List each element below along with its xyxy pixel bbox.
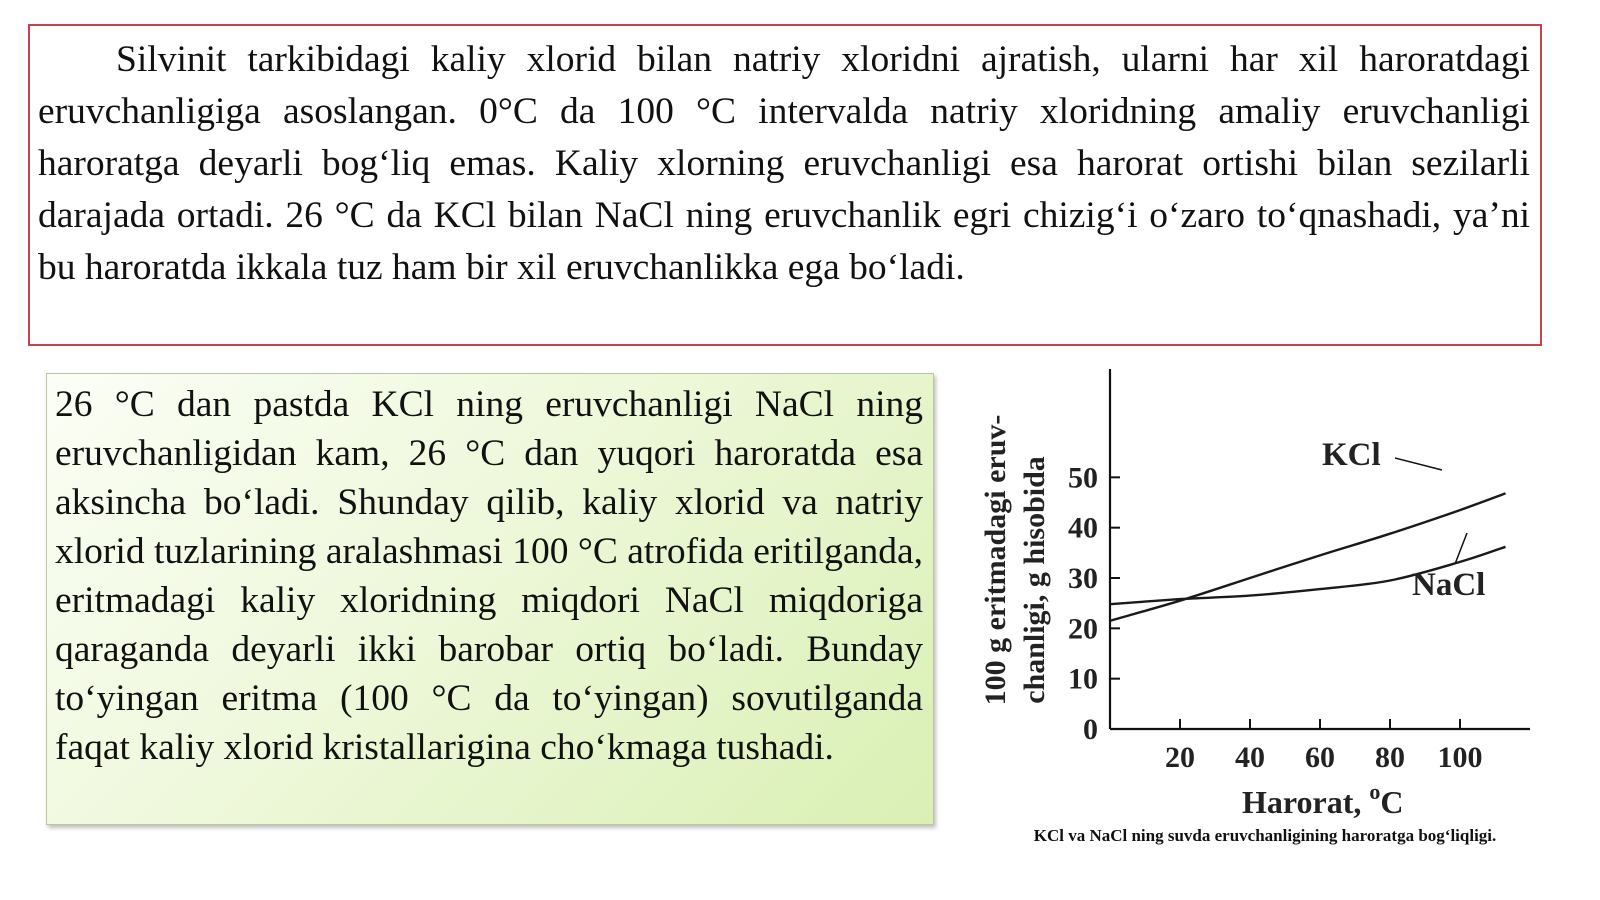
solubility-chart	[960, 355, 1600, 900]
chart-labels	[979, 415, 1485, 820]
chart-ticks	[1068, 461, 1486, 774]
x-tick-label-100: 100	[1437, 741, 1483, 774]
x-tick-label-20: 20	[1165, 741, 1195, 774]
leader-line-kcl	[1395, 458, 1442, 470]
y-tick-label-50: 50	[1068, 461, 1098, 495]
x-tick-label-60: 60	[1305, 741, 1335, 774]
top-text-box	[28, 24, 1542, 346]
chart-caption: KCl va NaCl ning suvda eruvchanligining haroratga bog‘liqligi.	[1033, 826, 1497, 845]
y-tick-label-0: 0	[1083, 713, 1098, 746]
x-axis-label-text: Harorat,	[1242, 784, 1370, 820]
y-axis-label-line2: chanligi, g hisobida	[1018, 456, 1051, 704]
green-paragraph: 26 °C dan pastda KCl ning eruvchanligi NaCl ning eruvchanligidan kam, 26 °C dan yuqori haroratda esa aksincha bo‘ladi. Shunday qilib, kaliy xlorid va natriy xlorid tuzlarining aralashmasi 100 °C atrofida eritilganda, eritmadagi kaliy xloridning miqdori NaCl miqdoriga qaraganda deyarli ikki barobar ortiq bo‘ladi. Bunday to‘yingan eritma (100 °C da to‘yingan) sovutilganda faqat kaliy xlorid kristallarigina cho‘kmaga tushadi.	[55, 384, 923, 768]
y-tick-label-20: 20	[1068, 612, 1098, 646]
y-tick-label-40: 40	[1068, 511, 1098, 545]
x-axis-label-unit: C	[1380, 784, 1404, 820]
x-tick-label-40: 40	[1235, 741, 1265, 774]
series-label-nacl: NaCl	[1412, 567, 1486, 603]
x-axis-label-degree: o	[1369, 779, 1381, 804]
y-tick-label-30: 30	[1068, 562, 1098, 595]
y-axis-label-line1: 100 g eritmadagi eruv-	[979, 414, 1012, 706]
top-paragraph: Silvinit tarkibidagi kaliy xlorid bilan natriy xloridni ajratish, ularni har xil haroratdagi eruvchanligiga asoslangan. 0°C da 100 °C intervalda natriy xloridning amaliy eruvchanligi haroratga deyarli bog‘liq emas. Kaliy xlorning eruvchanligi esa harorat ortishi bilan sezilarli darajada ortadi. 26 °C da KCl bilan NaCl ning eruvchanlik egri chizig‘i o‘zaro to‘qnashadi, ya’ni bu haroratda ikkala tuz ham bir xil eruvchanlikka ega bo‘ladi.	[38, 39, 1530, 288]
solubility-chart-svg	[960, 355, 1600, 825]
x-tick-label-80: 80	[1375, 741, 1405, 774]
series-label-kcl: KCl	[1322, 437, 1381, 473]
y-tick-label-10: 10	[1068, 662, 1098, 696]
green-text-box	[46, 373, 934, 825]
chart-axes	[1110, 369, 1530, 729]
x-axis-label	[1242, 779, 1403, 820]
